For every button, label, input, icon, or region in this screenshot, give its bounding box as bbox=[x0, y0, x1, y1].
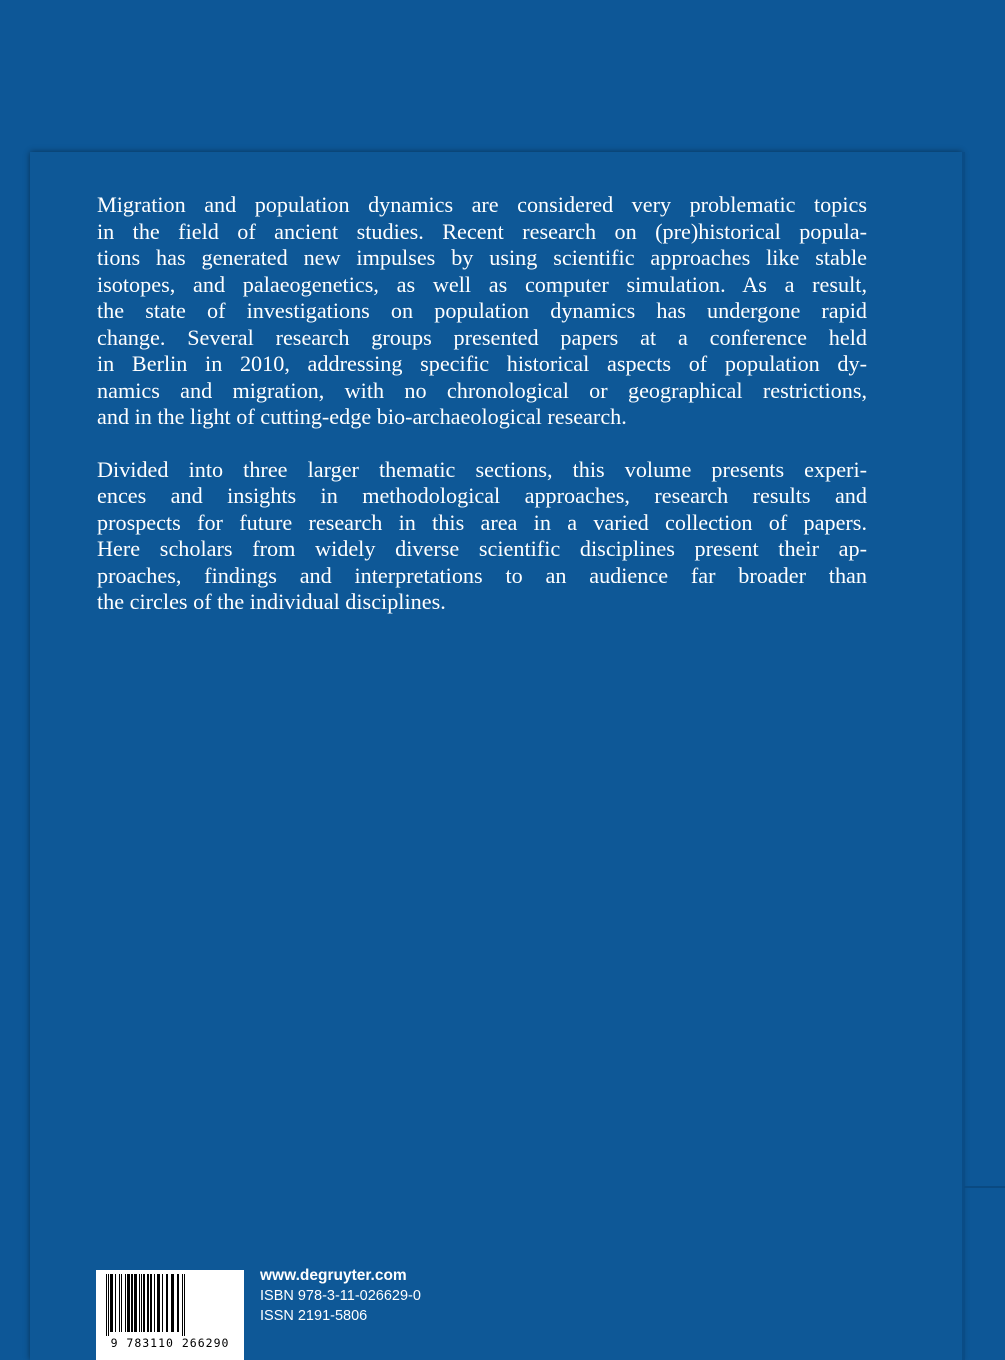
barcode-bar bbox=[115, 1274, 116, 1332]
text-line: Divided into three larger thematic sections, this volume presents experi- bbox=[97, 456, 867, 482]
text-line: and in the light of cutting-edge bio-archaeological research. bbox=[97, 404, 627, 429]
text-line: Here scholars from widely diverse scientific disciplines present their ap- bbox=[97, 536, 867, 561]
barcode-bar bbox=[143, 1274, 145, 1332]
barcode-bar bbox=[182, 1274, 183, 1336]
text-line: in Berlin in 2010, addressing specific historical aspects of population dy- bbox=[97, 351, 867, 376]
barcode-bar bbox=[125, 1274, 126, 1332]
text-line: the circles of the individual disciplines. bbox=[97, 589, 446, 614]
barcode-bar bbox=[134, 1274, 137, 1332]
barcode-bar bbox=[171, 1274, 174, 1332]
text-line: change. Several research groups presented papers at a conference held bbox=[97, 324, 867, 350]
barcode-bar bbox=[110, 1274, 113, 1332]
barcode-bar bbox=[108, 1274, 109, 1336]
barcode-bar bbox=[166, 1274, 168, 1332]
barcode-bar bbox=[119, 1274, 120, 1332]
text-line: Migration and population dynamics are considered very problematic topics bbox=[97, 192, 867, 217]
barcode-bar bbox=[184, 1274, 185, 1336]
publisher-url[interactable]: www.degruyter.com bbox=[260, 1267, 407, 1284]
text-line: in the field of ancient studies. Recent research on (pre)historical popula- bbox=[97, 218, 867, 244]
barcode-bar bbox=[177, 1274, 179, 1332]
text-line: isotopes, and palaeogenetics, as well as computer simulation. As a result, bbox=[97, 271, 867, 297]
barcode-digits: 9 783110 266290 bbox=[110, 1336, 230, 1350]
blurb-paragraph-1 bbox=[97, 192, 867, 431]
barcode-bar bbox=[150, 1274, 152, 1332]
back-cover-blurb bbox=[97, 192, 867, 616]
text-line: ences and insights in methodological approaches, research results and bbox=[97, 483, 867, 508]
barcode-bar bbox=[139, 1274, 140, 1332]
blurb-paragraph-2 bbox=[97, 457, 867, 616]
publisher-info bbox=[260, 1266, 421, 1326]
text-line: namics and migration, with no chronological or geographical restrictions, bbox=[97, 377, 867, 403]
text-line: prospects for future research in this area in a varied collection of papers. bbox=[97, 509, 867, 535]
barcode-bar bbox=[131, 1274, 133, 1332]
text-line: tions has generated new impulses by using scientific approaches like stable bbox=[97, 245, 867, 270]
barcode-bars bbox=[96, 1270, 244, 1336]
barcode-bar bbox=[141, 1274, 142, 1332]
isbn-barcode bbox=[96, 1270, 244, 1360]
text-line: the state of investigations on population dynamics has undergone rapid bbox=[97, 298, 867, 323]
barcode-bar bbox=[106, 1274, 107, 1336]
barcode-bar bbox=[127, 1274, 130, 1332]
panel-edge bbox=[962, 152, 965, 1360]
barcode-bar bbox=[154, 1274, 155, 1332]
spine-fold-line bbox=[964, 1186, 1005, 1188]
barcode-bar bbox=[147, 1274, 149, 1332]
isbn-text: ISBN 978-3-11-026629-0 bbox=[260, 1288, 421, 1304]
barcode-bar bbox=[162, 1274, 163, 1332]
issn-text: ISSN 2191-5806 bbox=[260, 1308, 368, 1324]
barcode-bar bbox=[157, 1274, 160, 1332]
barcode-bar bbox=[121, 1274, 122, 1332]
text-line: proaches, findings and interpretations to an audience far broader than bbox=[97, 562, 867, 588]
